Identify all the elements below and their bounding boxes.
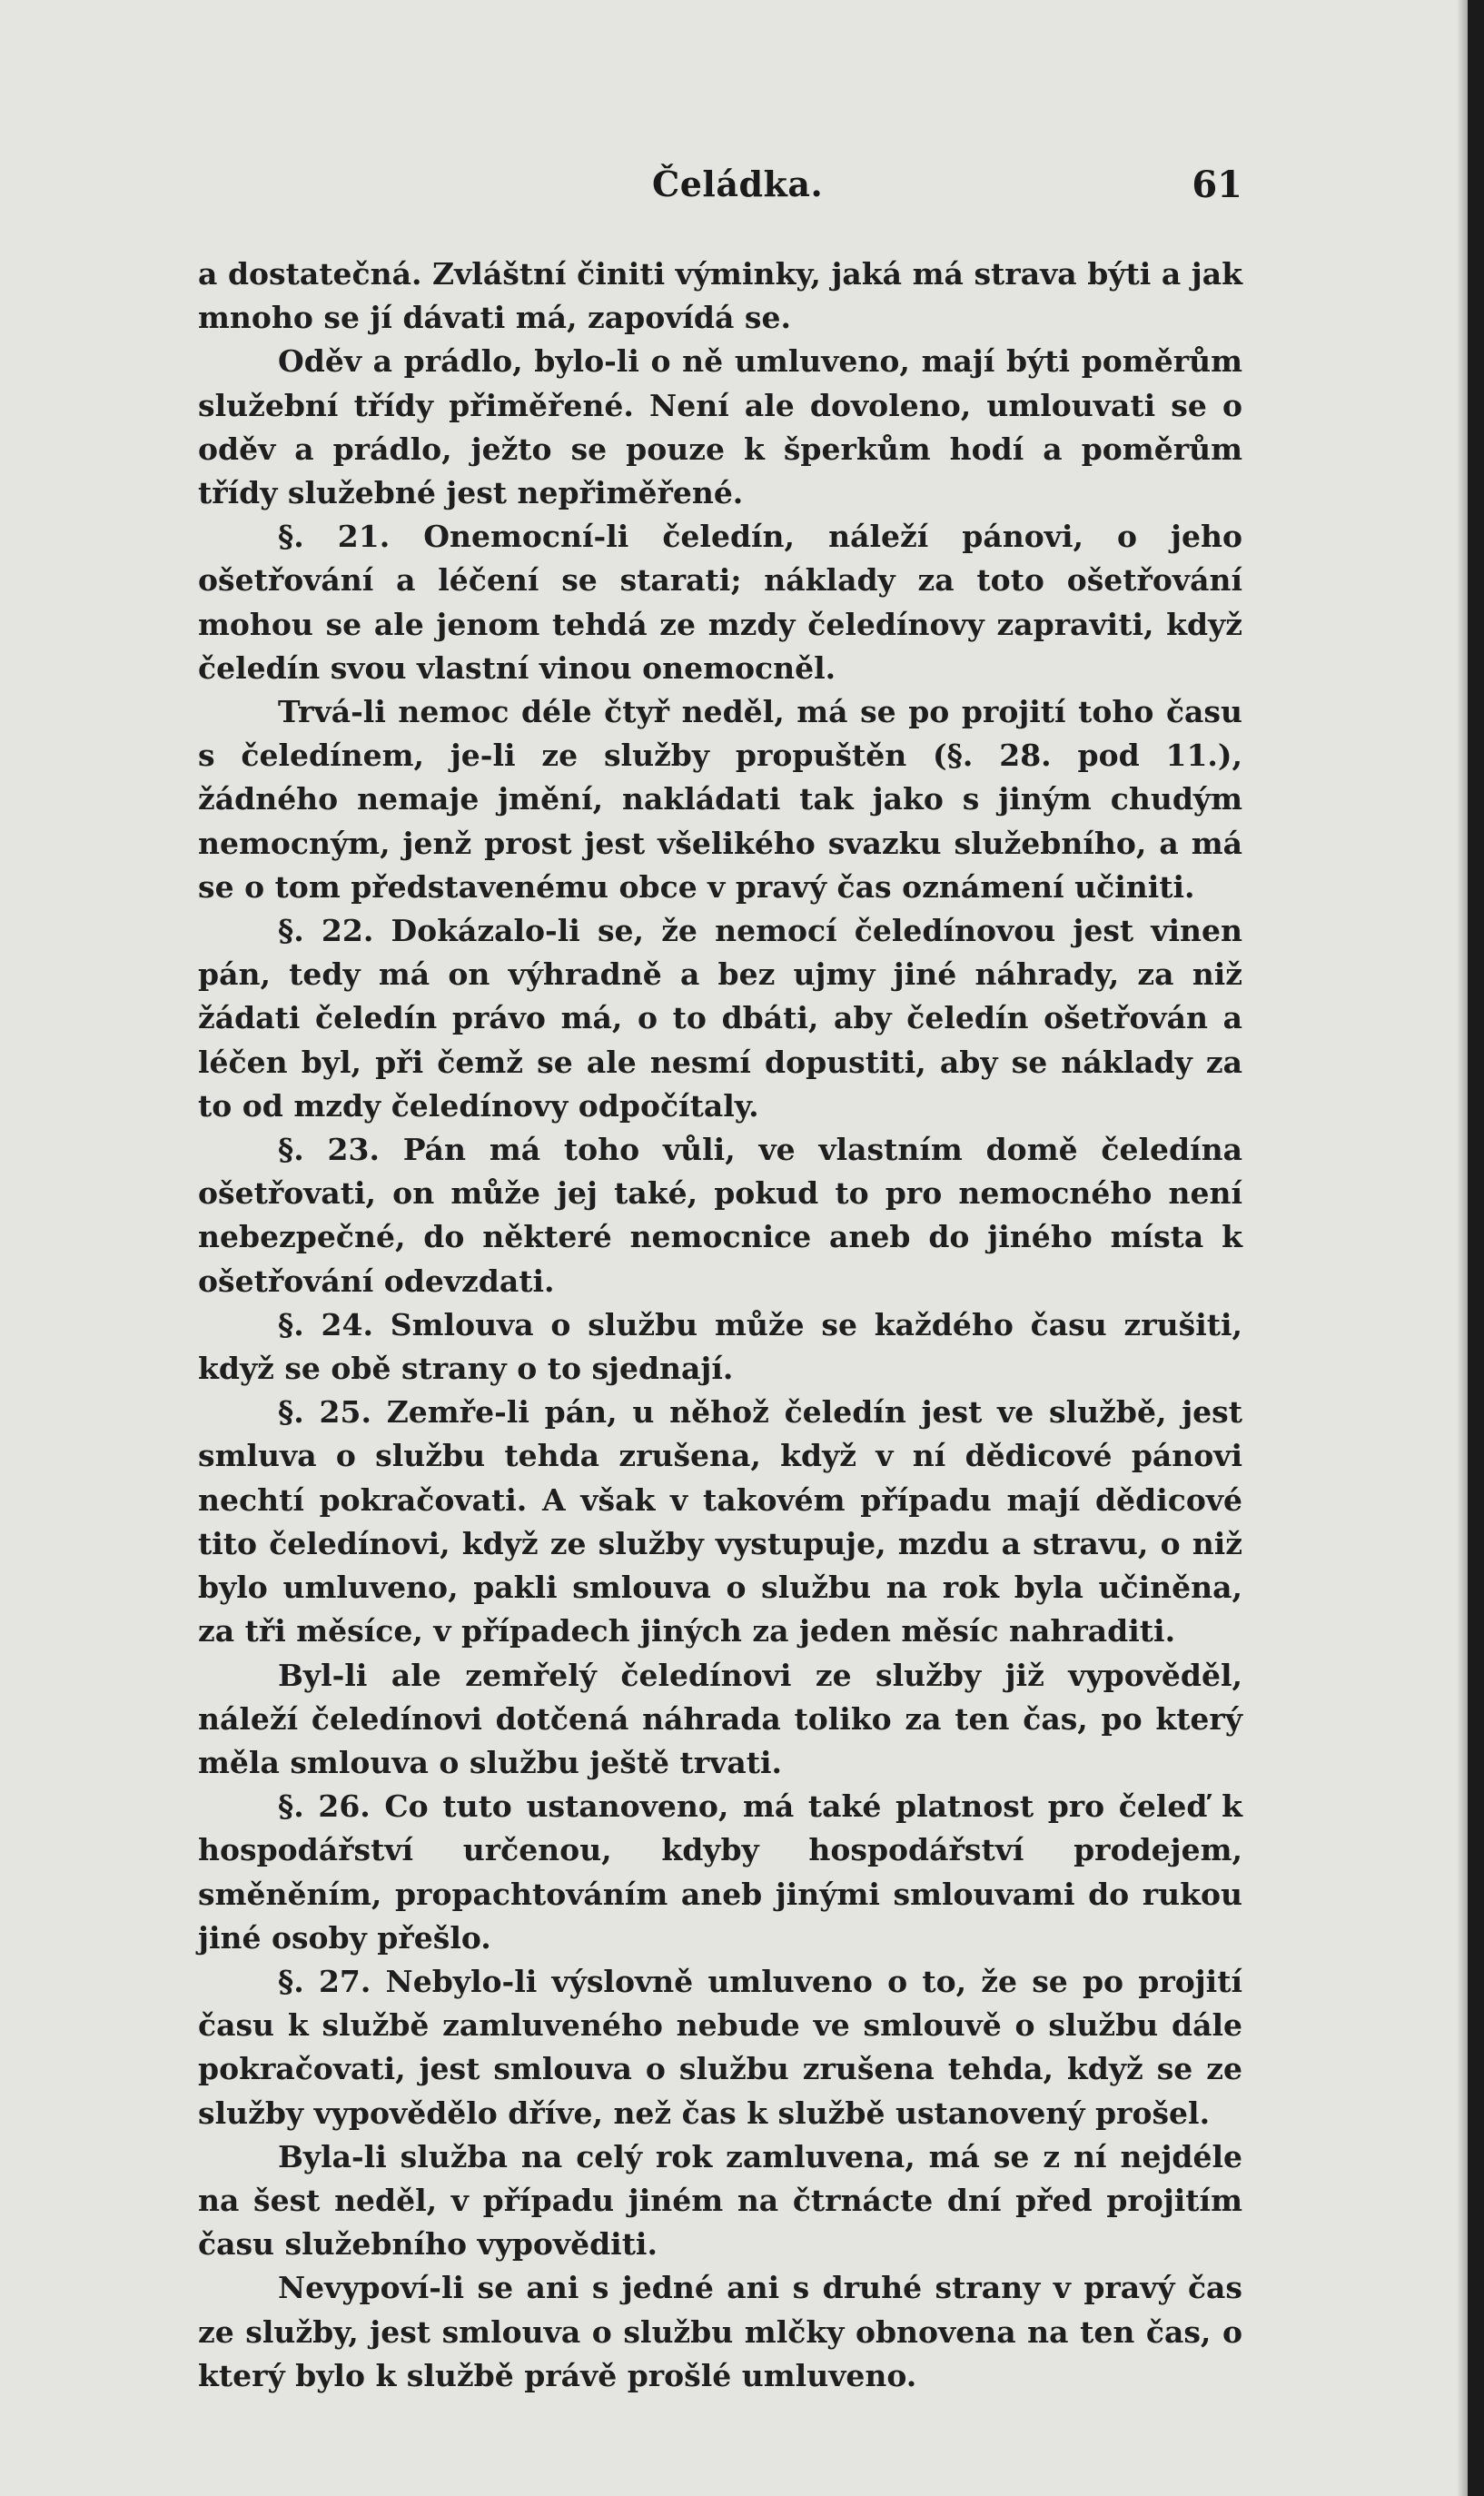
body-text bbox=[198, 253, 1242, 2398]
page-edge bbox=[1468, 0, 1484, 2496]
page-number: 61 bbox=[1192, 163, 1242, 206]
running-title: Čeládka. bbox=[652, 163, 824, 204]
paragraph: Byl-li ale zemřelý čeledínovi ze služby již vypověděl, náleží čeledínovi dotčená náhrada toliko za ten čas, po který měla smlouva o službu ještě trvati. bbox=[198, 1657, 1242, 1780]
paragraph: Trvá-li nemoc déle čtyř neděl, má se po projití toho času s čeledínem, je-li ze služby propuštěn (§. 28. pod 11.), žádného nemaje jmění, nakládati tak jako s jiným chudým nemocným, jenž prost jest všelikého svazku služebního, a má se o tom představenému obce v pravý čas oznámení učiniti. bbox=[198, 694, 1242, 905]
paragraph: §. 22. Dokázalo-li se, že nemocí čeledínovou jest vinen pán, tedy má on výhradně a bez ujmy jiné náhrady, za niž žádati čeledín právo má, o to dbáti, aby čeledín ošetřován a léčen byl, při čemž se ale nesmí dopustiti, aby se náklady za to od mzdy čeledínovy odpočítaly. bbox=[198, 913, 1242, 1124]
paragraph: §. 27. Nebylo-li výslovně umluveno o to, že se po projití času k službě zamluveného nebude ve smlouvě o službu dále pokračovati, jest smlouva o službu zrušena tehda, když se ze služby vypovědělo dříve, než čas k službě ustanovený prošel. bbox=[198, 1963, 1242, 2131]
paragraph: §. 21. Onemocní-li čeledín, náleží pánovi, o jeho ošetřování a léčení se starati; náklady za toto ošetřování mohou se ale jenom tehdá ze mzdy čeledínovy zapraviti, když čeledín svou vlastní vinou onemocněl. bbox=[198, 519, 1242, 686]
paragraph: Nevypoví-li se ani s jedné ani s druhé strany v pravý čas ze služby, jest smlouva o službu mlčky obnovena na ten čas, o který bylo k službě právě prošlé umluveno. bbox=[198, 2270, 1242, 2393]
paragraph: Oděv a prádlo, bylo-li o ně umluveno, mají býti poměrům služební třídy přiměřené. Není ale dovoleno, umlouvati se o oděv a prádlo, ježto se pouze k šperkům hodí a poměrům třídy služebné jest nepřiměřené. bbox=[198, 343, 1242, 511]
paragraph: §. 26. Co tuto ustanoveno, má také platnost pro čeleď k hospodářství určenou, kdyby hospodářství prodejem, směněním, propachtováním aneb jinými smlouvami do rukou jiné osoby přešlo. bbox=[198, 1788, 1242, 1956]
paragraph: a dostatečná. Zvláštní činiti výminky, jaká má strava býti a jak mnoho se jí dávati má, zapovídá se. bbox=[198, 256, 1242, 336]
paragraph: §. 25. Zemře-li pán, u něhož čeledín jest ve službě, jest smluva o službu tehda zrušena, když v ní dědicové pánovi nechtí pokračovati. A však v takovém případu mají dědicové tito čeledínovi, když ze služby vystupuje, mzdu a stravu, o niž bylo umluveno, pakli smlouva o službu na rok byla učiněna, za tři měsíce, v případech jiných za jeden měsíc nahraditi. bbox=[198, 1394, 1242, 1649]
paragraph: §. 23. Pán má toho vůli, ve vlastním domě čeledína ošetřovati, on může jej také, pokud to pro nemocného není nebezpečné, do některé nemocnice aneb do jiného místa k ošetřování odevzdati. bbox=[198, 1132, 1242, 1299]
paragraph: §. 24. Smlouva o službu může se každého času zrušiti, když se obě strany o to sjednají. bbox=[198, 1306, 1242, 1387]
page-edge-shadow bbox=[1457, 0, 1468, 2496]
page-header bbox=[198, 163, 1242, 214]
paragraph: Byla-li služba na celý rok zamluvena, má se z ní nejdéle na šest neděl, v případu jiném na čtrnácte dní před projitím času služebního vypověditi. bbox=[198, 2138, 1242, 2263]
